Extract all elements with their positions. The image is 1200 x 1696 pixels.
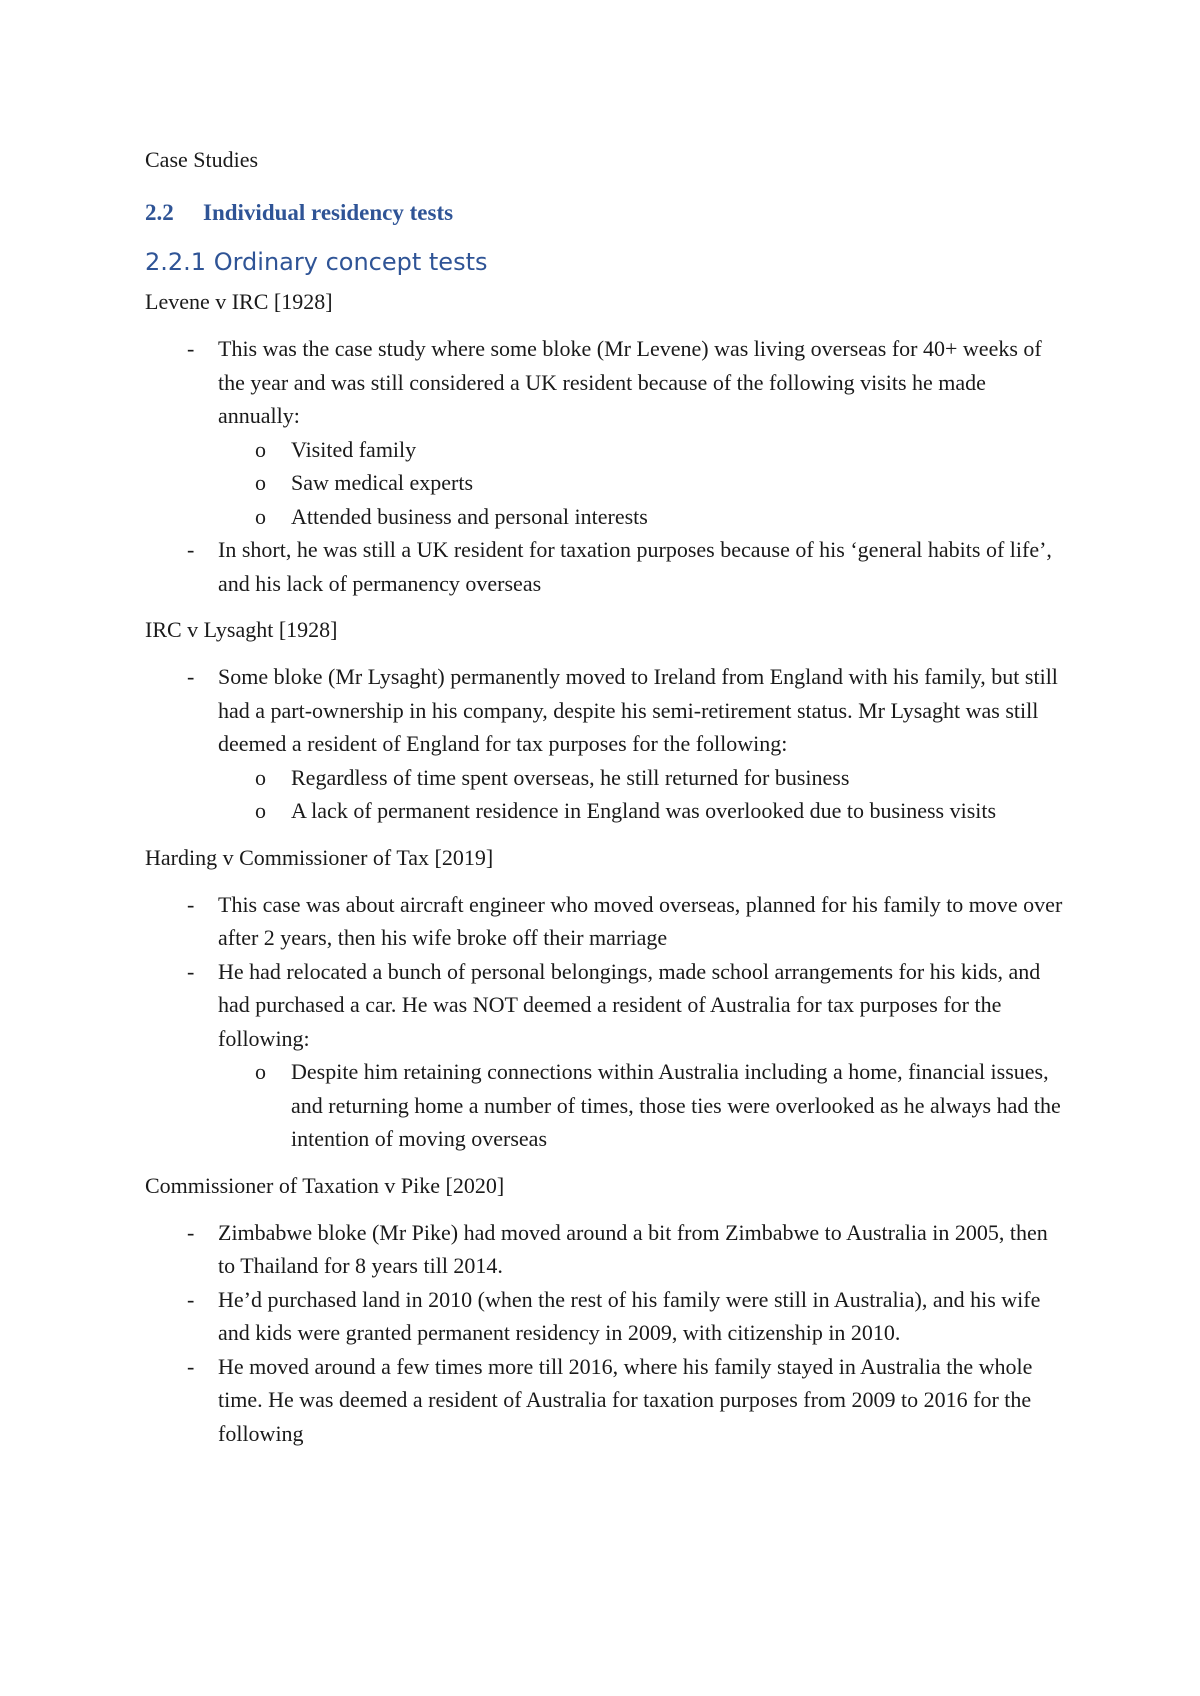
case-title: Harding v Commissioner of Tax [2019] bbox=[145, 844, 494, 870]
case-pike bbox=[145, 1172, 1065, 1451]
sub-list-item: o Attended business and personal interests bbox=[218, 500, 1065, 534]
list-item bbox=[145, 660, 1065, 828]
list-item bbox=[145, 888, 1065, 955]
case-points bbox=[145, 332, 1065, 600]
case-title: IRC v Lysaght [1928] bbox=[145, 617, 338, 642]
list-item bbox=[145, 332, 1065, 533]
case-points bbox=[145, 1216, 1065, 1451]
subsection-heading bbox=[145, 246, 1065, 278]
subsection-title: Ordinary concept tests bbox=[213, 248, 488, 276]
list-item bbox=[145, 955, 1065, 1156]
case-points bbox=[145, 660, 1065, 828]
subsection-number: 2.2.1 bbox=[145, 248, 207, 276]
sub-list-item: o A lack of permanent residence in England was overlooked due to business visits bbox=[218, 794, 1065, 828]
list-item: - Zimbabwe bloke (Mr Pike) had moved around a bit from Zimbabwe to Australia in 2005, then to Thailand for 8 years till 2014. bbox=[145, 1216, 1065, 1283]
case-title: Commissioner of Taxation v Pike [2020] bbox=[145, 1172, 505, 1198]
section-heading bbox=[145, 198, 1065, 228]
sub-points bbox=[218, 1055, 1065, 1156]
point-text: This was the case study where some bloke (Mr Levene) was living overseas for 40+ weeks of the year and was still considered a UK resident because of the following visits he made annually: bbox=[218, 336, 1042, 428]
list-item: - He’d purchased land in 2010 (when the rest of his family were still in Australia), and his wife and kids were granted permanent residency in 2009, with citizenship in 2010. bbox=[145, 1283, 1065, 1350]
case-levene bbox=[145, 288, 1065, 600]
point-text: In short, he was still a UK resident for taxation purposes because of his ‘general habits of life’, and his lack of permanency overseas bbox=[218, 537, 1052, 596]
case-title: Levene v IRC [1928] bbox=[145, 289, 333, 314]
point-text: Some bloke (Mr Lysaght) permanently moved to Ireland from England with his family, but still had a part-ownership in his company, despite his semi-retirement status. Mr Lysaght was still deemed a resident of England for tax purposes for the following: bbox=[218, 664, 1058, 756]
section-title: Individual residency tests bbox=[203, 200, 454, 225]
list-item: - He moved around a few times more till 2016, where his family stayed in Australia the whole time. He was deemed a resident of Australia for taxation purposes from 2009 to 2016 for the following bbox=[145, 1350, 1065, 1451]
sub-list-item: o Despite him retaining connections within Australia including a home, financial issues, and returning home a number of times, those ties were overlooked as he always had the intention of moving overseas bbox=[218, 1055, 1065, 1156]
sub-points bbox=[218, 433, 1065, 534]
document-page bbox=[145, 146, 1065, 1466]
case-harding bbox=[145, 844, 1065, 1156]
sub-list-item: o Regardless of time spent overseas, he still returned for business bbox=[218, 761, 1065, 795]
case-lysaght bbox=[145, 616, 1065, 828]
list-item bbox=[145, 533, 1065, 600]
sub-list-item: o Visited family bbox=[218, 433, 1065, 467]
point-text: This case was about aircraft engineer who moved overseas, planned for his family to move over after 2 years, then his wife broke off their marriage bbox=[218, 891, 1063, 950]
section-number: 2.2 bbox=[145, 200, 174, 225]
sub-points bbox=[218, 761, 1065, 828]
point-text: He had relocated a bunch of personal belongings, made school arrangements for his kids, and had purchased a car. He was NOT deemed a resident of Australia for tax purposes for the following: bbox=[218, 958, 1041, 1051]
sub-list-item: o Saw medical experts bbox=[218, 466, 1065, 500]
case-points bbox=[145, 888, 1065, 1156]
document-title: Case Studies bbox=[145, 147, 259, 172]
